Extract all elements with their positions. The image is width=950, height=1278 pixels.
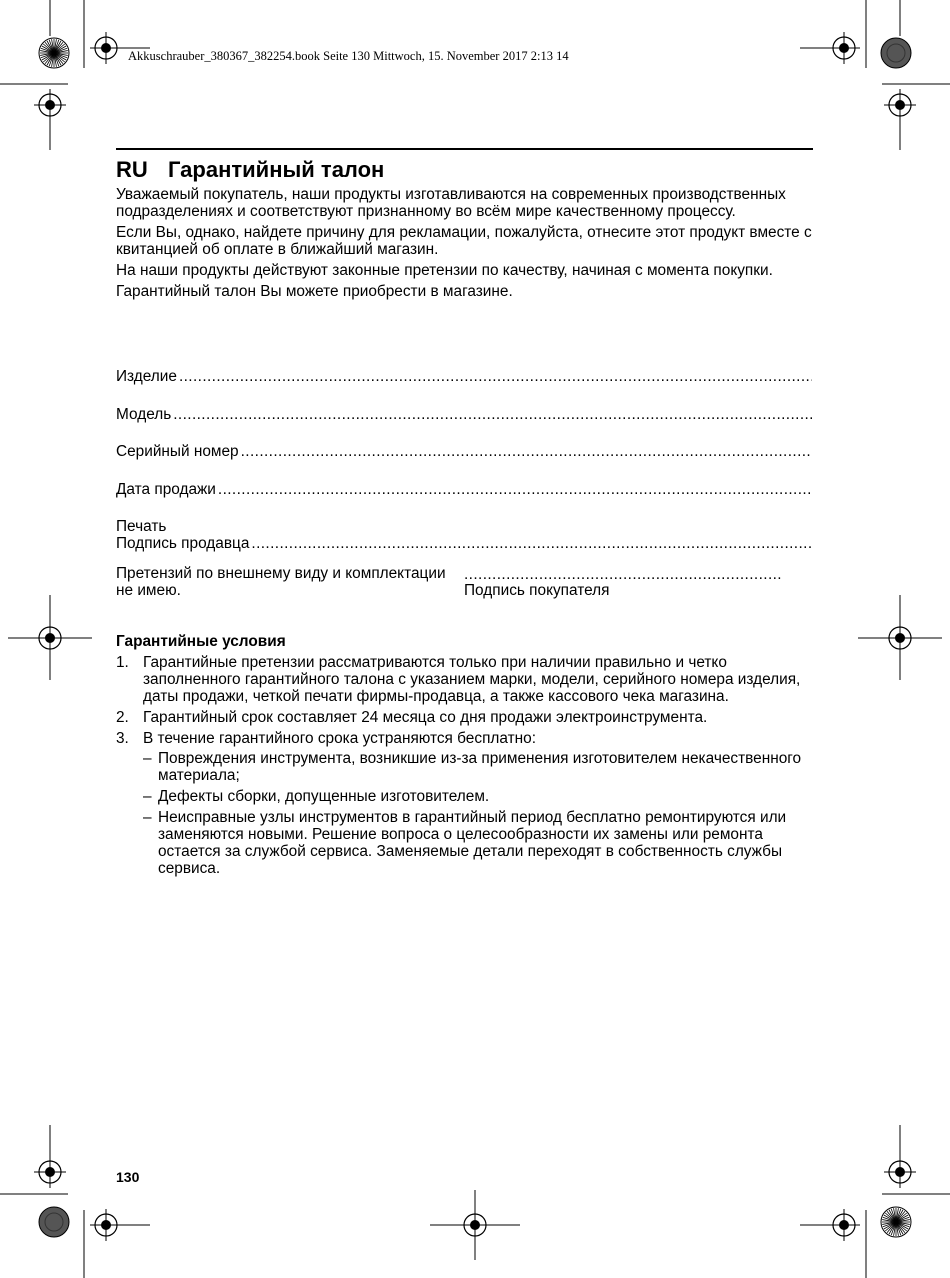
sub-item-text: Неисправные узлы инструментов в гарантийный период бесплатно ремонтируются или заменяются новыми. Решение вопроса о целесообразности их замены или ремонта остается за службой сервиса. Заменяемые детали переходят в собственность службы сервиса. (158, 809, 787, 877)
dash: – (143, 809, 152, 826)
fill-line (173, 406, 812, 424)
dash: – (143, 750, 152, 767)
item-number: 3. (116, 730, 129, 747)
form-label: Модель (116, 406, 172, 423)
form-field-model[interactable] (116, 406, 812, 424)
fill-line (179, 368, 812, 386)
page-number: 130 (116, 1169, 140, 1185)
item-text: В течение гарантийного срока устраняются бесплатно: (143, 730, 536, 747)
list-item (116, 730, 814, 877)
form-label: Серийный номер (116, 443, 239, 460)
buyer-signature-label: Подпись покупателя (464, 582, 610, 599)
form-label: Дата продажи (116, 481, 216, 498)
item-text: Гарантийный срок составляет 24 месяца со дня продажи электроинструмента. (143, 709, 708, 726)
no-claims-statement: Претензий по внешнему виду и комплектации не имею. (116, 565, 446, 599)
section-rule (116, 148, 813, 150)
dash: – (143, 788, 152, 805)
fill-line (241, 443, 812, 461)
conditions-list (116, 654, 814, 881)
language-code: RU (116, 157, 148, 182)
intro-paragraph: Если Вы, однако, найдете причину для рекламации, пожалуйста, отнесите этот продукт вместе с квитанцией об оплате в ближайший магазин. (116, 224, 812, 258)
conditions-heading: Гарантийные условия (116, 633, 286, 650)
form-field-seller-signature[interactable] (116, 535, 812, 553)
form-label: Подпись продавца (116, 535, 250, 552)
book-header-line: Akkuschrauber_380367_382254.book Seite 130 Mittwoch, 15. November 2017 2:13 14 (128, 49, 569, 63)
sub-item-text: Дефекты сборки, допущенные изготовителем. (158, 788, 490, 805)
intro-paragraph: Гарантийный талон Вы можете приобрести в магазине. (116, 283, 513, 300)
item-text: Гарантийные претензии рассматриваются только при наличии правильно и четко заполненного гарантийного талона с указанием марки, модели, серийного номера изделия, даты продажи, четкой печати фирмы-продавца, а также кассового чека магазина. (143, 654, 801, 705)
form-label: Изделие (116, 368, 177, 385)
title-text: Гарантийный талон (168, 157, 385, 182)
sub-list-item (143, 788, 814, 805)
sub-list-item (143, 809, 814, 877)
intro-paragraph: На наши продукты действуют законные претензии по качеству, начиная с момента покупки. (116, 262, 773, 279)
form-field-product[interactable] (116, 368, 812, 386)
sub-item-text: Повреждения инструмента, возникшие из-за применения изготовителем некачественного материала; (158, 750, 802, 784)
sub-list (143, 750, 814, 877)
fill-line (218, 481, 812, 499)
list-item (116, 654, 814, 705)
list-item (116, 709, 814, 726)
stamp-label: Печать (116, 518, 167, 535)
section-title (116, 157, 384, 183)
intro-text (116, 186, 814, 304)
intro-paragraph: Уважаемый покупатель, наши продукты изготавливаются на современных производственных подразделениях и соответствуют признанному во всём мире качественному процессу. (116, 186, 786, 220)
form-field-serial[interactable] (116, 443, 812, 461)
form-field-sale-date[interactable] (116, 481, 812, 499)
item-number: 1. (116, 654, 129, 671)
fill-line (251, 535, 812, 553)
sub-list-item (143, 750, 814, 784)
item-number: 2. (116, 709, 129, 726)
